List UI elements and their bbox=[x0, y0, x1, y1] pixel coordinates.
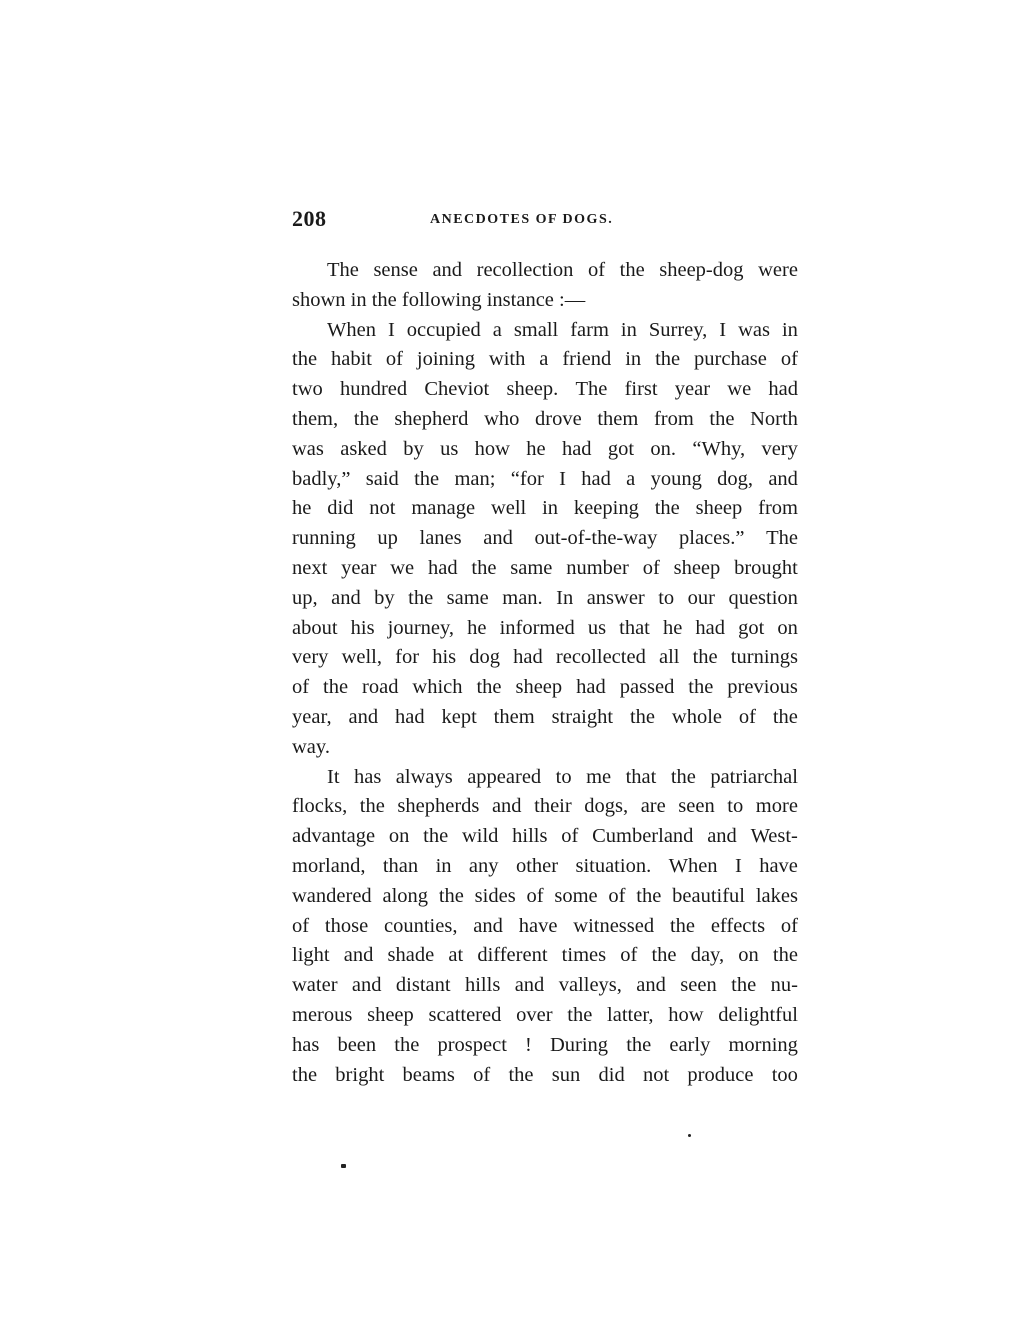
text-line: flocks, the shepherds and their dogs, are seen to more bbox=[292, 795, 798, 818]
text-line: When I occupied a small farm in Surrey, I was in bbox=[327, 318, 798, 341]
text-line: running up lanes and out-of-the-way places.” The bbox=[292, 527, 798, 550]
text-line: them, the shepherd who drove them from the North bbox=[292, 407, 798, 430]
text-line: of the road which the sheep had passed the previous bbox=[292, 676, 798, 699]
text-line: the habit of joining with a friend in the purchase of bbox=[292, 348, 798, 371]
text-line: of those counties, and have witnessed the effects of bbox=[292, 914, 798, 937]
text-line: wandered along the sides of some of the beautiful lakes bbox=[292, 884, 798, 907]
running-title: ANECDOTES OF DOGS. bbox=[430, 212, 614, 227]
print-speck bbox=[688, 1134, 691, 1137]
text-line: he did not manage well in keeping the sheep from bbox=[292, 497, 798, 520]
text-line: has been the prospect ! During the early morning bbox=[292, 1033, 798, 1056]
text-line: way. bbox=[292, 735, 330, 758]
text-line: year, and had kept them straight the whole of the bbox=[292, 705, 798, 728]
text-line: the bright beams of the sun did not produce too bbox=[292, 1063, 798, 1086]
print-speck bbox=[341, 1164, 346, 1168]
text-line: was asked by us how he had got on. “Why, very bbox=[292, 437, 798, 460]
text-line: light and shade at different times of the day, on the bbox=[292, 944, 798, 967]
text-line: badly,” said the man; “for I had a young dog, and bbox=[292, 467, 798, 490]
page-header bbox=[292, 206, 798, 236]
book-page bbox=[292, 206, 798, 1090]
text-line: It has always appeared to me that the patriarchal bbox=[327, 765, 798, 788]
text-line: about his journey, he informed us that he had got on bbox=[292, 616, 798, 639]
text-line: water and distant hills and valleys, and seen the nu- bbox=[292, 974, 798, 997]
text-line: very well, for his dog had recollected all the turnings bbox=[292, 646, 798, 669]
text-line: shown in the following instance :— bbox=[292, 288, 586, 311]
text-line: next year we had the same number of sheep brought bbox=[292, 556, 798, 579]
text-line: merous sheep scattered over the latter, how delightful bbox=[292, 1003, 798, 1026]
text-line: morland, than in any other situation. When I have bbox=[292, 854, 798, 877]
body-text bbox=[292, 256, 798, 1090]
text-line: advantage on the wild hills of Cumberland and West- bbox=[292, 825, 798, 848]
page-number: 208 bbox=[292, 206, 327, 231]
text-line: two hundred Cheviot sheep. The first year we had bbox=[292, 378, 798, 401]
text-line: up, and by the same man. In answer to our question bbox=[292, 586, 798, 609]
text-line: The sense and recollection of the sheep-dog were bbox=[327, 259, 798, 281]
